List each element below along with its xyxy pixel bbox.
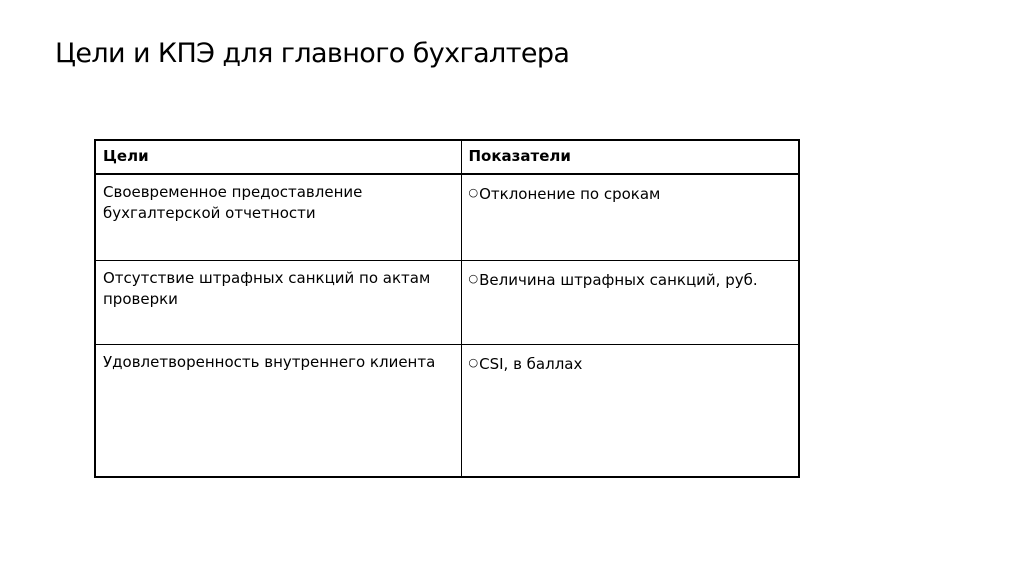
- slide-title: Цели и КПЭ для главного бухгалтера: [55, 38, 570, 69]
- goal-cell: Отсутствие штрафных санкций по актам проверки: [95, 260, 461, 344]
- indicator-text: Отклонение по срокам: [479, 185, 661, 203]
- table-row: [95, 174, 799, 260]
- indicator-cell: [461, 260, 799, 344]
- circle-bullet-icon: ○: [468, 271, 479, 285]
- table-row: [95, 260, 799, 344]
- table-header-row: [95, 140, 799, 174]
- header-indicators: Показатели: [461, 140, 799, 174]
- header-goals: Цели: [95, 140, 461, 174]
- circle-bullet-icon: ○: [468, 355, 479, 369]
- indicator-text: Величина штрафных санкций, руб.: [479, 270, 758, 289]
- indicator-cell: [461, 174, 799, 260]
- indicator-cell: [461, 344, 799, 477]
- indicator-text: CSI, в баллах: [479, 354, 583, 373]
- goal-cell: Удовлетворенность внутреннего клиента: [95, 344, 461, 477]
- goal-cell: Своевременное предоставление бухгалтерской отчетности: [95, 174, 461, 260]
- goals-kpi-table: [94, 139, 800, 478]
- table-row: [95, 344, 799, 477]
- circle-bullet-icon: ○: [468, 186, 479, 199]
